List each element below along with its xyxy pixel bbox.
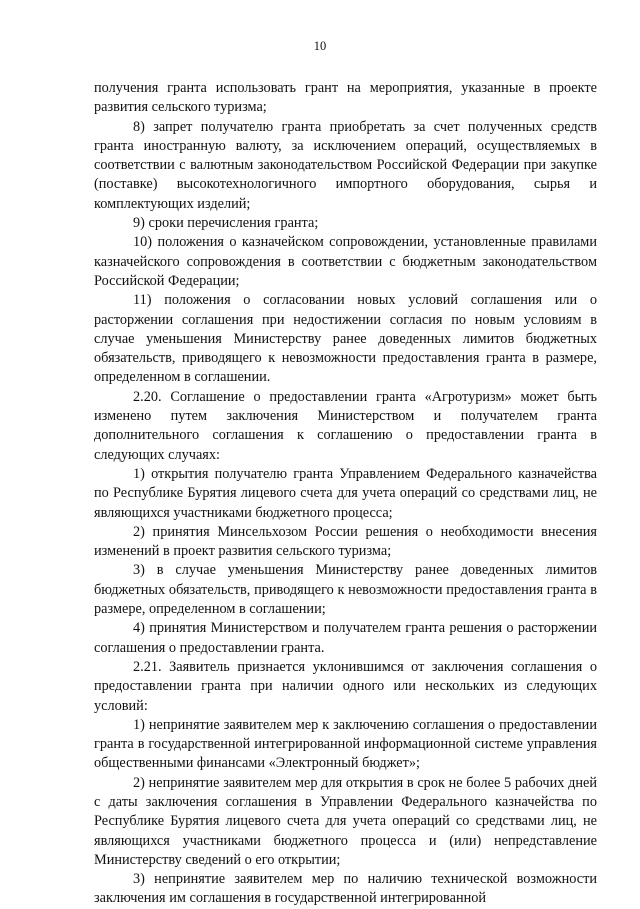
paragraph: 2) принятия Минсельхозом России решения о необходимости внесения изменений в проект развития сельского туризма; xyxy=(94,523,597,560)
page-number: 10 xyxy=(313,39,327,53)
paragraph: 8) запрет получателю гранта приобретать за счет полученных средств гранта иностранную валюту, за исключением операций, осуществляемых в соответствии с валютным законодательством Российской Федерации при закупке (поставке) высокотехнологичного импортного оборудования, сырья и комплектующих изделий; xyxy=(94,118,597,212)
paragraph: 2) непринятие заявителем мер для открытия в срок не более 5 рабочих дней с даты заключения соглашения в Управлении Федерального казначейства по Республике Бурятия лицевого счета для учета операций со средствами лиц, не являющихся участниками бюджетного процесса и (или) непредставление Министерству сведений о его открытии; xyxy=(94,774,597,868)
paragraph: 11) положения о согласовании новых условий соглашения или о расторжении соглашения при недостижении согласия по новым условиям в случае уменьшения Министерству ранее доведенных лимитов бюджетных обязательств, приводящего к невозможности предоставления гранта в размере, определенном в соглашении. xyxy=(94,292,597,386)
paragraph: 3) в случае уменьшения Министерству ранее доведенных лимитов бюджетных обязательств, приводящего к невозможности предоставления гранта в размере, определенном в соглашении; xyxy=(94,562,597,618)
paragraph: получения гранта использовать грант на мероприятия, указанные в проекте развития сельского туризма; xyxy=(94,80,597,116)
paragraph: 10) положения о казначейском сопровождении, установленные правилами казначейского сопровождения в соответствии с бюджетным законодательством Российской Федерации; xyxy=(94,234,597,289)
document-body xyxy=(94,79,597,909)
paragraph: 3) непринятие заявителем мер по наличию технической возможности заключения им соглашения в государственной интегрированной xyxy=(94,871,597,907)
paragraph: 4) принятия Министерством и получателем гранта решения о расторжении соглашения о предоставлении гранта. xyxy=(94,620,597,656)
paragraph: 9) сроки перечисления гранта; xyxy=(133,215,319,232)
paragraph: 2.21. Заявитель признается уклонившимся от заключения соглашения о предоставлении гранта при наличии одного или нескольких из следующих условий: xyxy=(94,658,597,714)
paragraph: 1) открытия получателю гранта Управлением Федерального казначейства по Республике Бурятия лицевого счета для учета операций со средствами лиц, не являющихся участниками бюджетного процесса; xyxy=(94,465,597,521)
paragraph: 2.20. Соглашение о предоставлении гранта «Агротуризм» может быть изменено путем заключения Министерством и получателем гранта дополнительного соглашения к соглашению о предоставлении гранта в следующих случаях: xyxy=(94,388,597,463)
paragraph: 1) непринятие заявителем мер к заключению соглашения о предоставлении гранта в государственной интегрированной информационной системе управления общественными финансами «Электронный бюджет»; xyxy=(94,716,597,772)
